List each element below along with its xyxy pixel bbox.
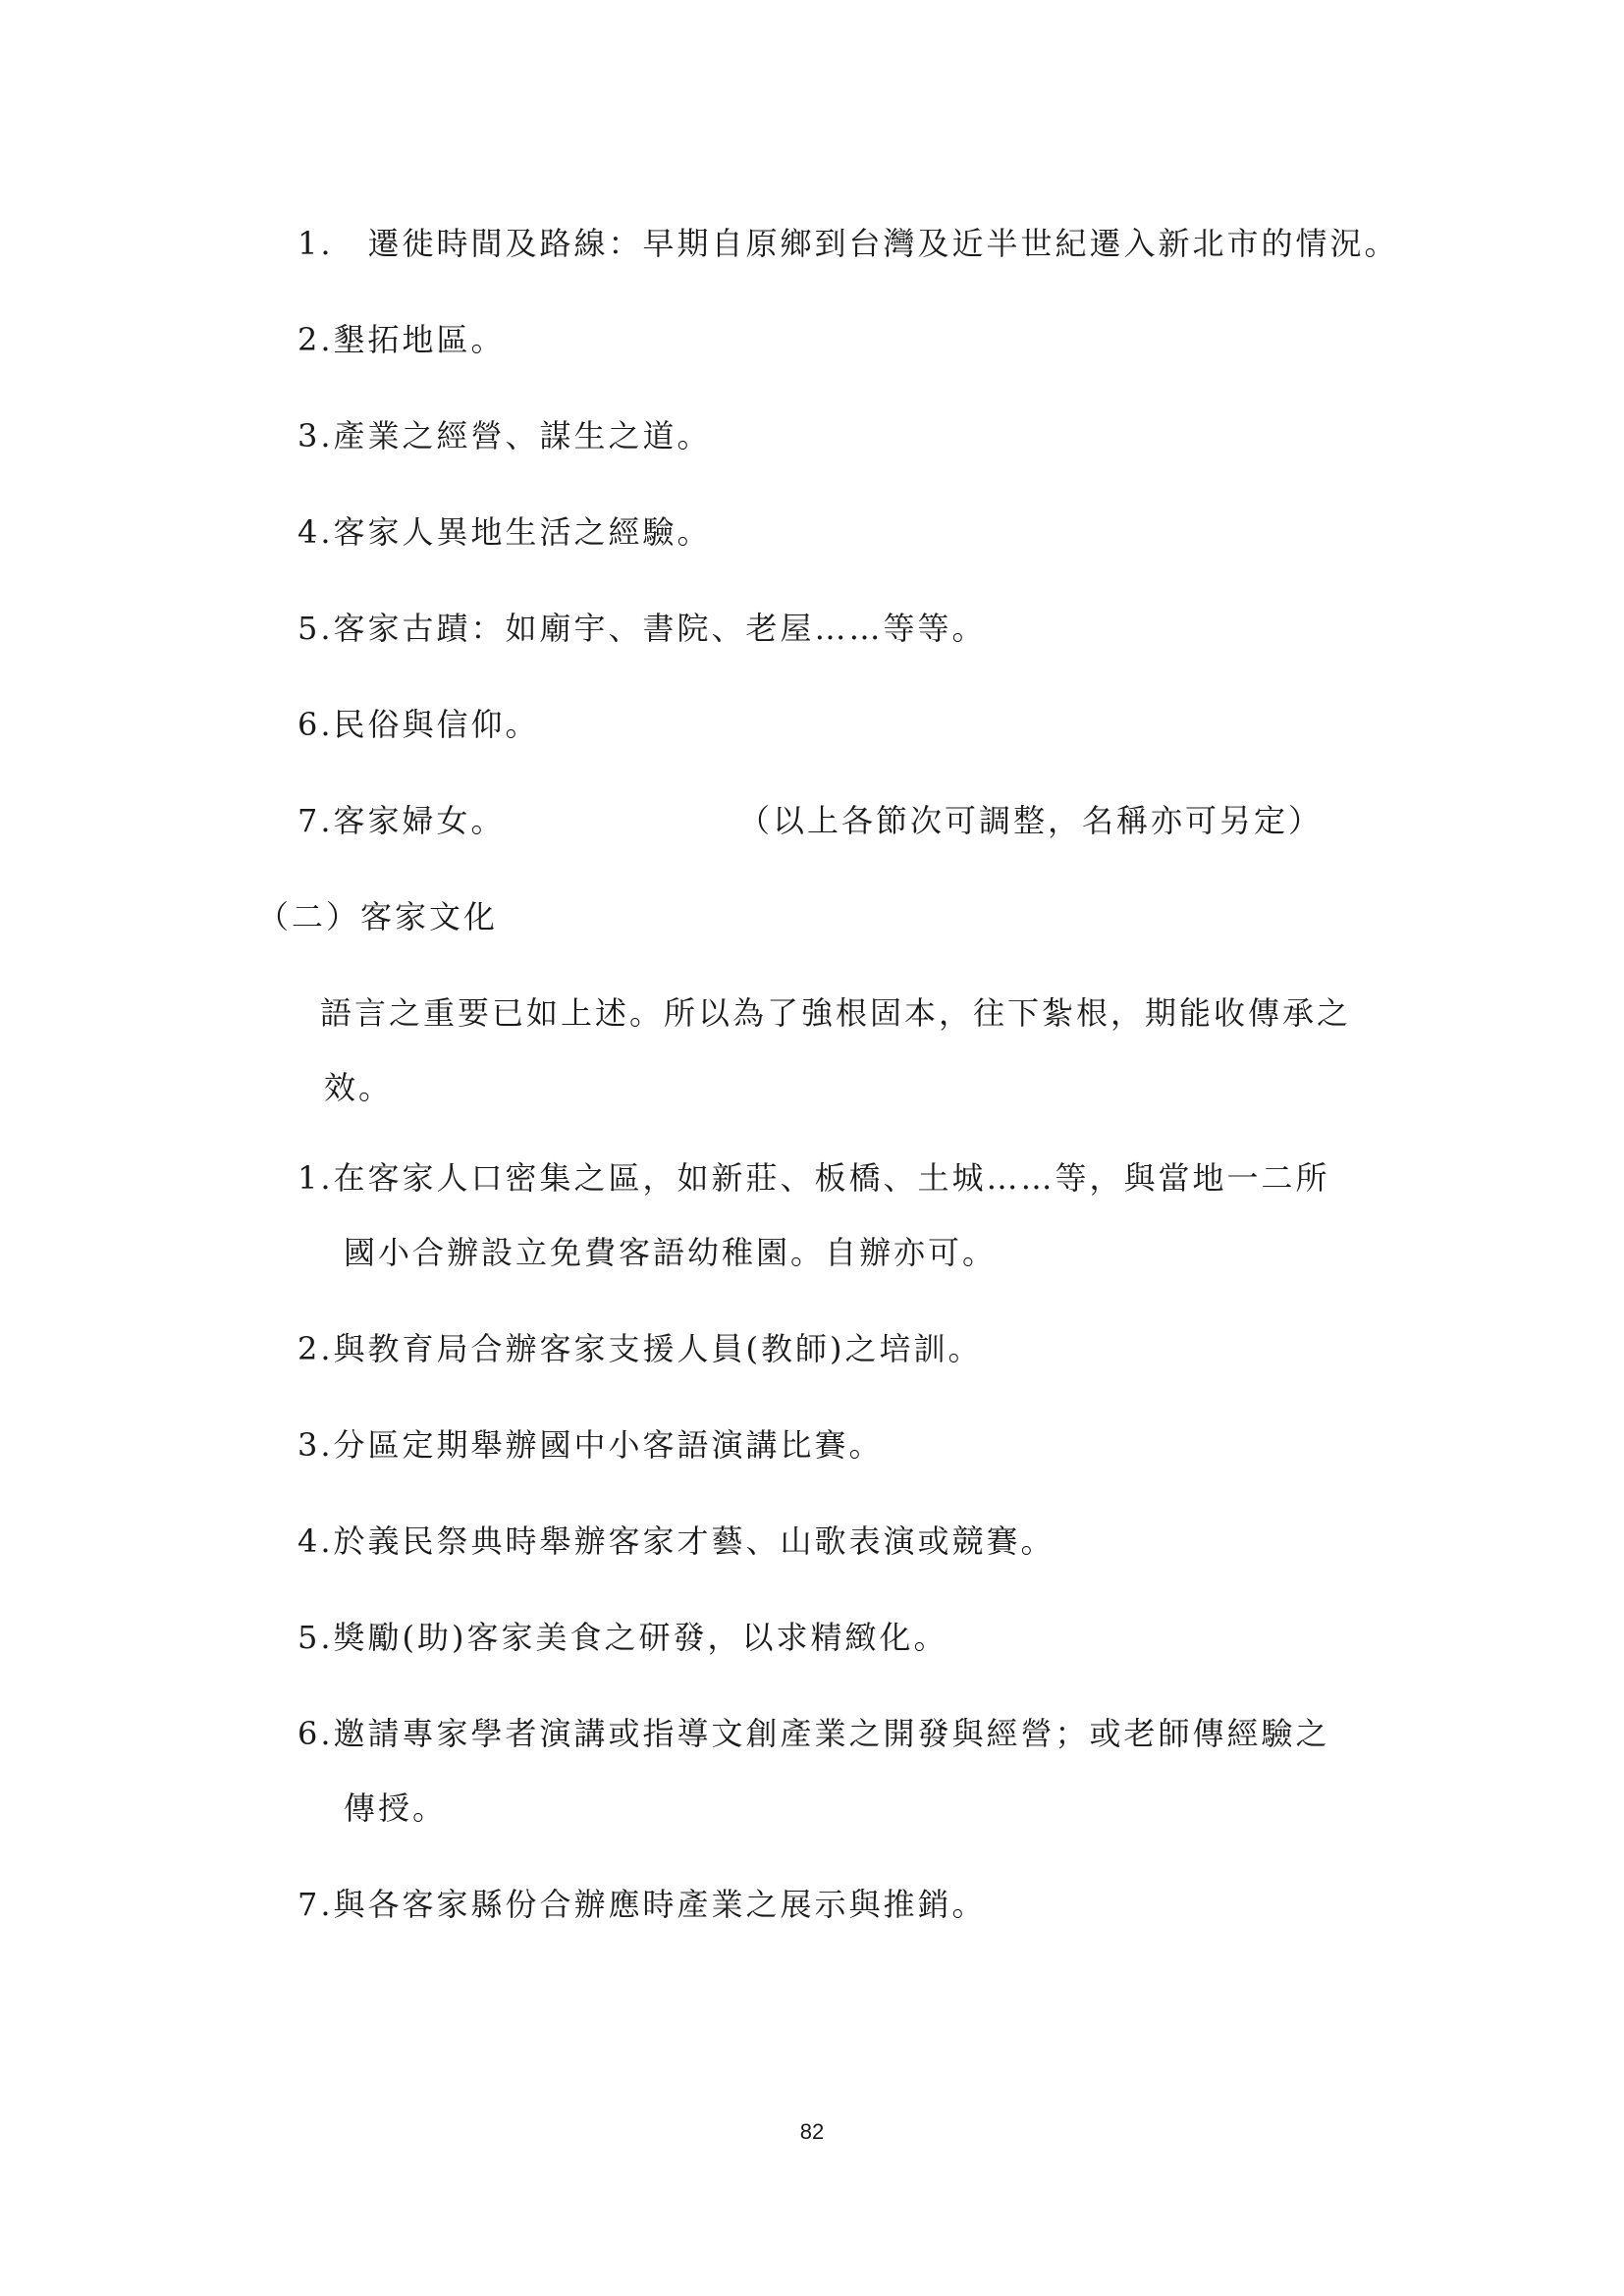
list-item-women: 7.客家婦女。 <box>298 802 506 839</box>
list-item-settlement: 2.墾拓地區。 <box>298 321 506 358</box>
list-item-experience: 4.客家人異地生活之經驗。 <box>298 513 712 551</box>
culture-item-5: 5.獎勵(助)客家美食之研發，以求精緻化。 <box>298 1619 948 1656</box>
list-item-industry: 3.產業之經營、謀生之道。 <box>298 417 712 454</box>
culture-item-1-line1: 1.在客家人口密集之區，如新莊、板橋、土城……等，與當地一二所 <box>298 1159 1330 1197</box>
section-heading-hakka-culture: （二）客家文化 <box>257 898 499 935</box>
culture-item-7: 7.與各客家縣份合辦應時產業之展示與推銷。 <box>298 1886 987 1923</box>
culture-item-3: 3.分區定期舉辦國中小客語演講比賽。 <box>298 1426 884 1464</box>
list-item-migration: 1. 遷徙時間及路線：早期自原鄉到台灣及近半世紀遷入新北市的情況。 <box>298 225 1399 262</box>
list-item-heritage: 5.客家古蹟：如廟宇、書院、老屋……等等。 <box>298 610 987 647</box>
culture-item-6-line1: 6.邀請專家學者演講或指導文創產業之開發與經營；或老師傳經驗之 <box>298 1715 1330 1752</box>
culture-item-4: 4.於義民祭典時舉辦客家才藝、山歌表演或競賽。 <box>298 1522 1056 1560</box>
page-number: 82 <box>799 2119 825 2144</box>
section-note: （以上各節次可調整，名稱亦可另定） <box>738 802 1324 839</box>
culture-item-2: 2.與教育局合辦客家支援人員(教師)之培訓。 <box>298 1330 983 1367</box>
list-item-folk-belief: 6.民俗與信仰。 <box>298 706 540 743</box>
culture-item-6-line2: 傳授。 <box>344 1789 448 1827</box>
intro-paragraph-line2: 效。 <box>324 1069 394 1106</box>
intro-paragraph-line1: 語言之重要已如上述。所以為了強根固本，往下紮根，期能收傳承之 <box>320 994 1352 1032</box>
culture-item-1-line2: 國小合辦設立免費客語幼稚園。自辦亦可。 <box>344 1234 998 1271</box>
